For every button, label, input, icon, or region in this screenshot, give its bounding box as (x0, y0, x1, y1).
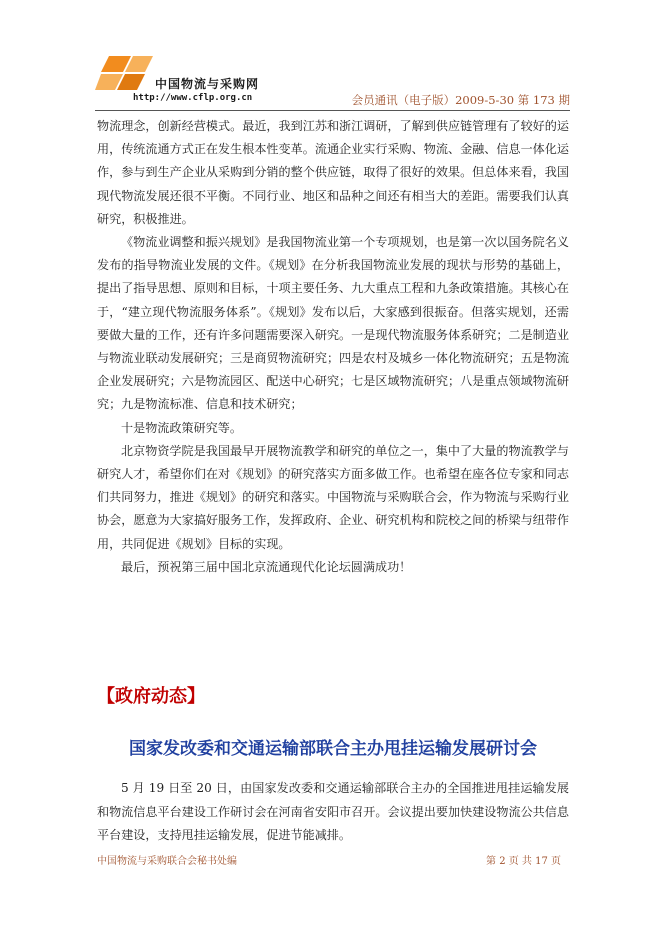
body-paragraph: 十是物流政策研究等。 (121, 420, 242, 435)
news-title: 国家发改委和交通运输部联合主办甩挂运输发展研讨会 (129, 739, 537, 759)
issue-info: 会员通讯（电子版）2009-5-30 第 173 期 (351, 93, 570, 107)
body-paragraph: 最后，预祝第三届中国北京流通现代化论坛圆满成功！ (121, 559, 412, 574)
news-paragraph: 5 月 19 日至 20 日，由国家发改委和交通运输部联合主办的全国推进甩挂运输发展和物流信息平台建设工作研讨会在河南省安阳市召开。会议提出要加快建设物流公共信息平台建设，支持甩挂运输发展，促进节能减排。 (97, 781, 569, 842)
body-paragraph: 北京物资学院是我国最早开展物流教学和研究的单位之一，集中了大量的物流教学与研究人才，希望你们在对《规划》的研究落实方面多做工作。也希望在座各位专家和同志们共同努力，推进《规划》的研究和落实。中国物流与采购联合会，作为物流与采购行业协会，愿意为大家搞好服务工作，发挥政府、企业、研究机构和院校之间的桥梁与纽带作用，共同促进《规划》目标的实现。 (97, 443, 569, 551)
news-body (97, 777, 569, 848)
page-header (95, 52, 570, 112)
body-paragraph: 物流理念，创新经营模式。最近，我到江苏和浙江调研，了解到供应链管理有了较好的运用，传统流通方式正在发生根本性变革。流通企业实行采购、物流、金融、信息一体化运作，参与到生产企业从采购到分销的整个供应链，取得了很好的效果。但总体来看，我国现代物流发展还很不平衡。不同行业、地区和品种之间还有相当大的差距。需要我们认真研究，积极推进。 (97, 119, 569, 226)
body-paragraph: 《物流业调整和振兴规划》是我国物流业第一个专项规划，也是第一次以国务院名义发布的指导物流业发展的文件。《规划》在分析我国物流业发展的现状与形势的基础上，提出了指导思想、原则和目标，十项主要任务、九大重点工程和九条政策措施。其核心在于，“建立现代物流服务体系”。《规划》发布以后，大家感到很振奋。但落实规划，还需要做大量的工作，还有许多问题需要深入研究。一是现代物流服务体系研究；二是制造业与物流业联动发展研究；三是商贸物流研究；四是农村及城乡一体化物流研究；五是物流企业发展研究；六是物流园区、配送中心研究；七是区域物流研究；八是重点领域物流研究；九是物流标准、信息和技术研究； (97, 235, 569, 412)
logo-site-url[interactable]: http://www.cflp.org.cn (133, 93, 253, 103)
page-footer (97, 852, 569, 872)
article-body (97, 115, 569, 579)
section-heading: 【政府动态】 (97, 686, 205, 707)
logo-site-name: 中国物流与采购网 (155, 77, 260, 91)
footer-publisher: 中国物流与采购联合会秘书处编 (97, 856, 237, 867)
header-divider (95, 110, 570, 111)
footer-page-number: 第 2 页 共 17 页 (486, 856, 561, 867)
